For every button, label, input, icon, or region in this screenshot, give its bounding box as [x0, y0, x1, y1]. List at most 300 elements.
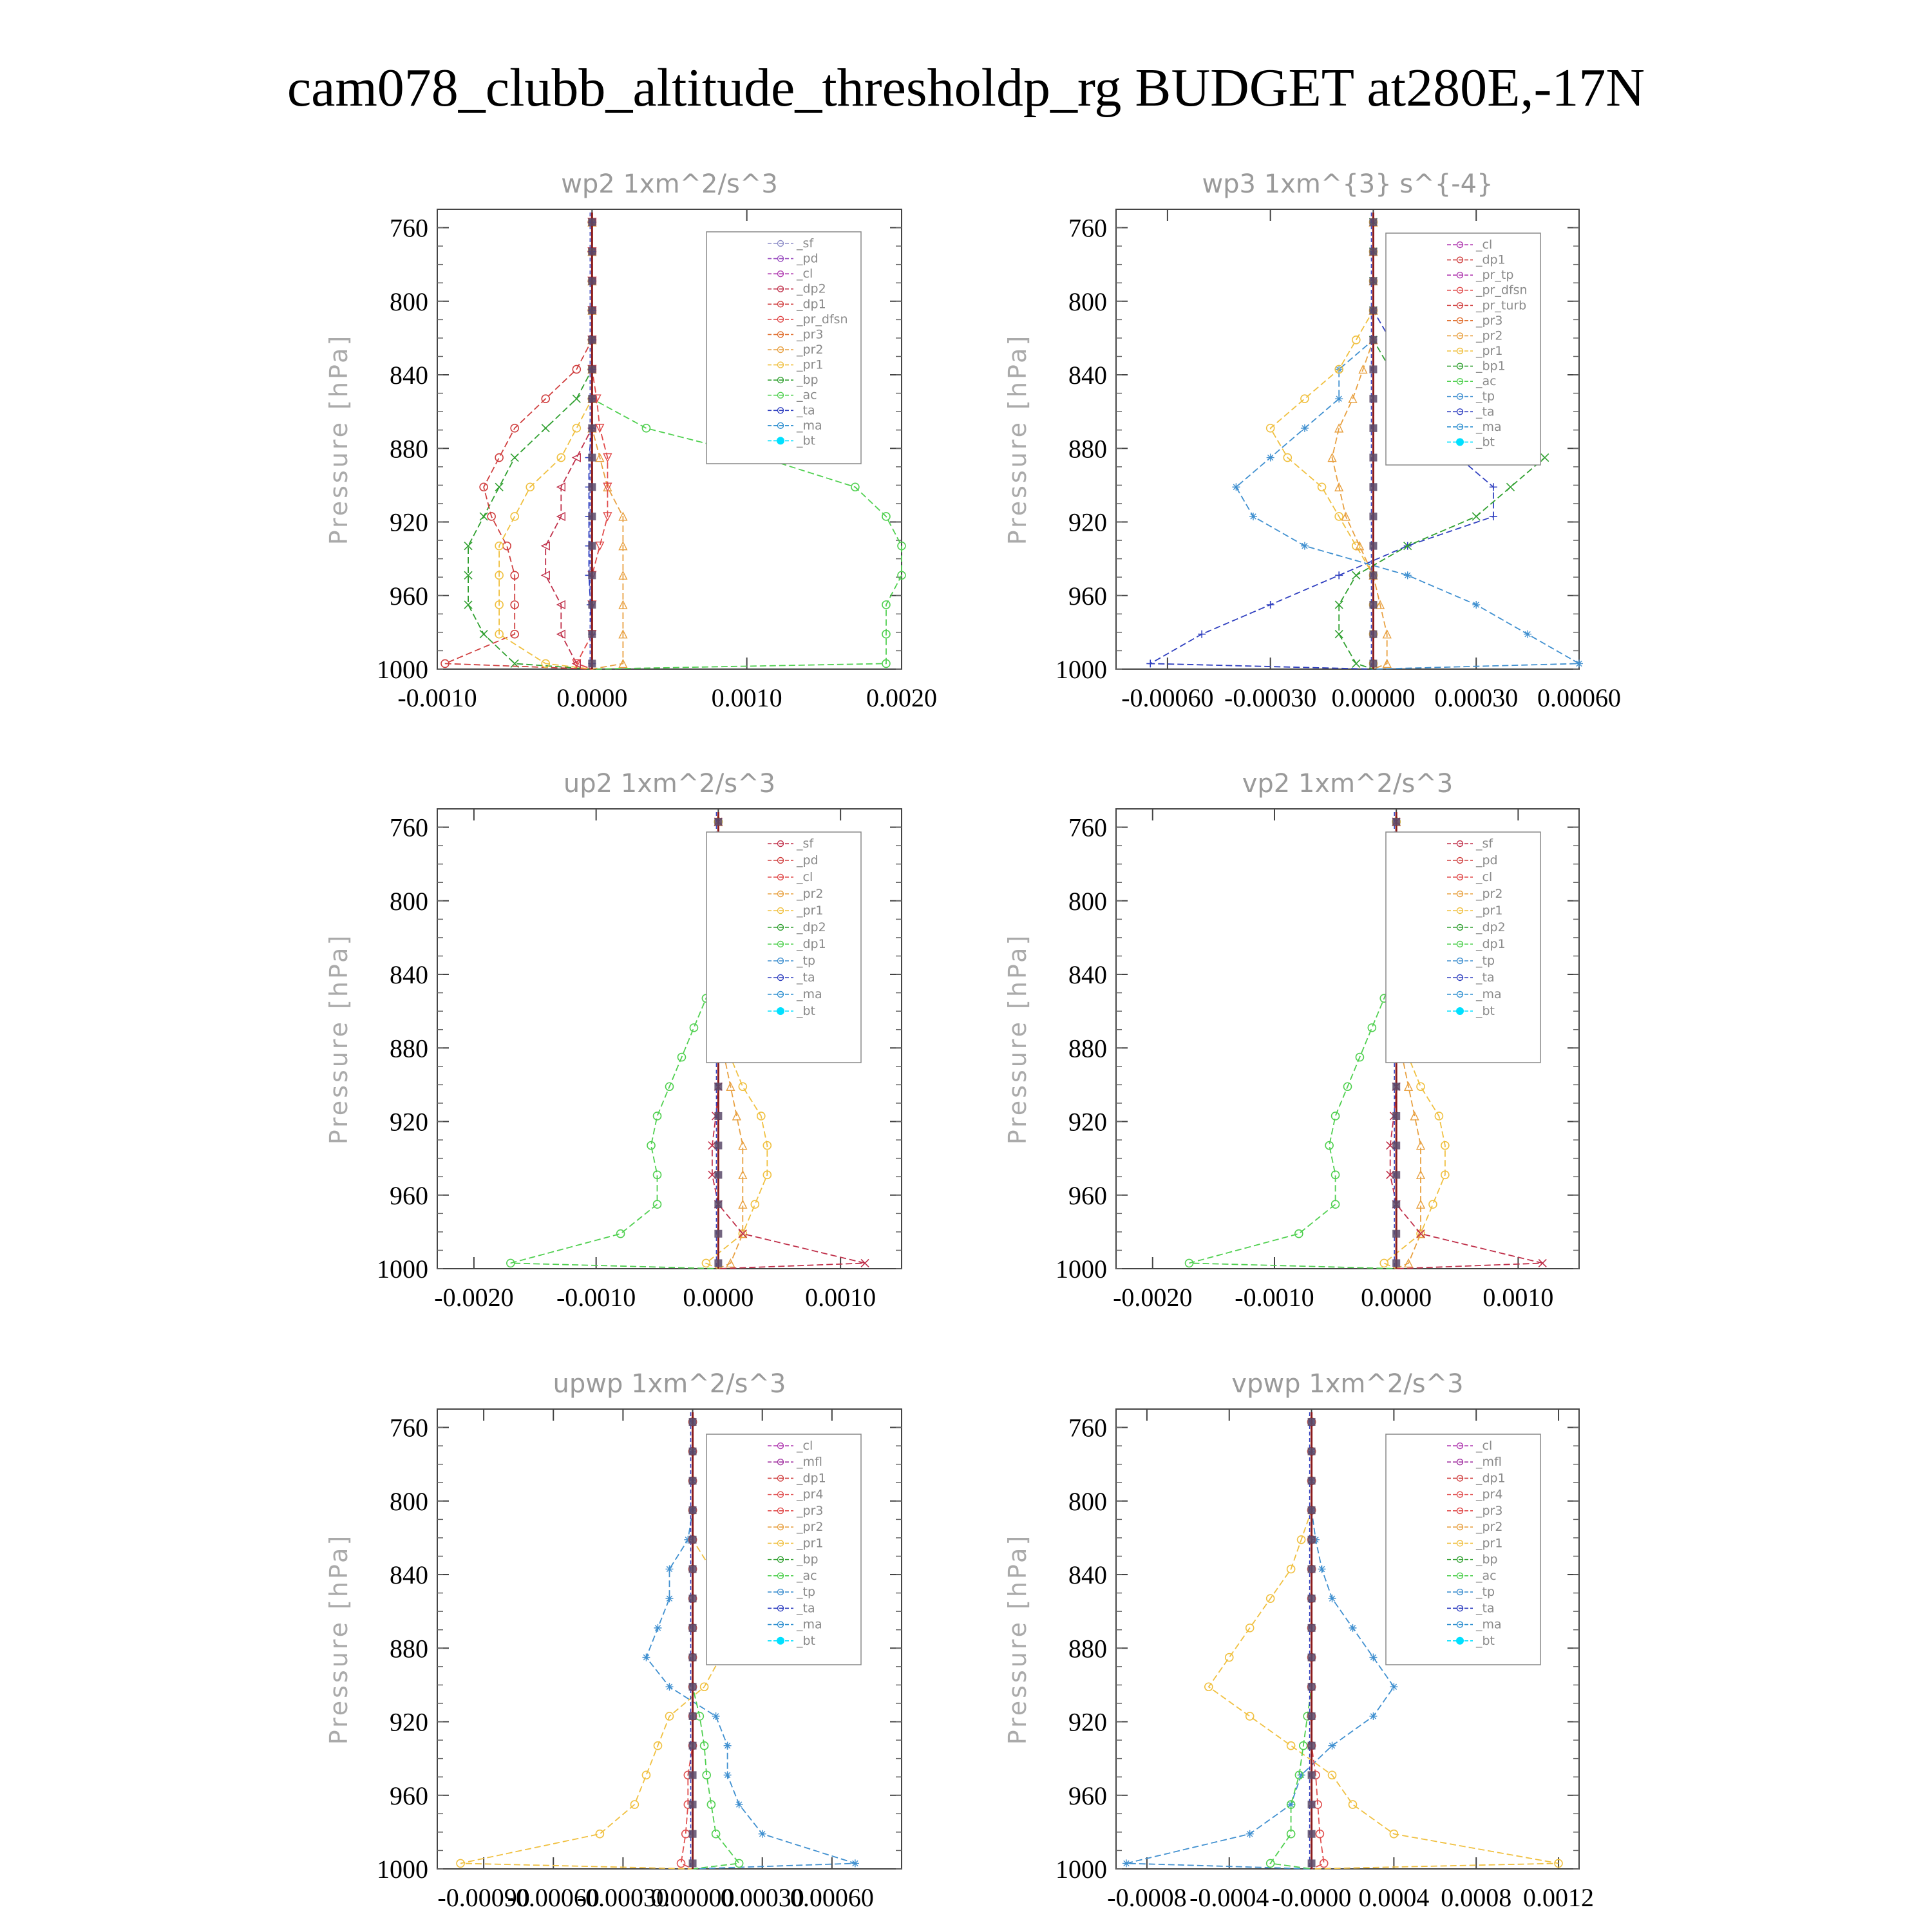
data-point: [1369, 1712, 1377, 1720]
zero-marker: [689, 1859, 697, 1867]
zero-marker: [689, 1624, 697, 1632]
zero-marker: [588, 365, 596, 373]
y-tick-label: 1000: [377, 655, 428, 684]
zero-marker: [1308, 1448, 1316, 1455]
x-tick-label: -0.0020: [1113, 1283, 1193, 1312]
series-line-pr2: [1332, 222, 1387, 669]
zero-marker: [714, 1200, 722, 1208]
y-tick-label: 960: [390, 1781, 428, 1810]
zero-marker: [588, 248, 596, 256]
data-point: [1539, 1259, 1546, 1267]
data-point: [1429, 1200, 1437, 1208]
legend: [706, 232, 861, 464]
data-point: [617, 1230, 625, 1238]
y-tick-label: 960: [1068, 581, 1107, 611]
legend-label: _pr3: [1476, 313, 1503, 328]
series-pr1: [457, 1418, 724, 1869]
zero-marker: [689, 1654, 697, 1662]
data-point: [1335, 571, 1343, 579]
series-line-pr1: [1271, 222, 1374, 669]
series-line-pr1: [460, 1422, 721, 1869]
zero-marker: [1392, 1171, 1400, 1179]
data-point: [690, 1024, 697, 1032]
y-tick-label: 800: [390, 287, 428, 316]
y-tick-label: 840: [1068, 1560, 1107, 1590]
zero-marker: [588, 483, 596, 491]
y-tick-label: 760: [390, 1413, 428, 1443]
chart-panel-4: [1003, 769, 1579, 1312]
panel-title: wp3 1xm^{3} s^{-4}: [1202, 169, 1493, 199]
y-tick-label: 920: [390, 1707, 428, 1737]
x-tick-label: 0.00030: [720, 1883, 804, 1912]
legend-label: _ma: [1476, 1617, 1502, 1632]
legend-label: _pr1: [797, 357, 824, 372]
legend-label: _cl: [1476, 870, 1493, 884]
x-tick-label: 0.00000: [1331, 683, 1416, 712]
y-tick-label: 840: [1068, 361, 1107, 390]
data-point: [1301, 424, 1309, 432]
legend-marker: [1456, 1637, 1464, 1645]
x-tick-label: -0.0010: [1235, 1283, 1314, 1312]
legend-label: _tp: [1476, 389, 1495, 404]
y-tick-label: 880: [390, 1634, 428, 1663]
y-tick-label: 1000: [377, 1855, 428, 1884]
zero-marker: [1369, 248, 1377, 256]
zero-marker: [588, 336, 596, 344]
data-point: [1506, 483, 1514, 491]
data-point: [511, 454, 518, 462]
y-tick-label: 800: [390, 1486, 428, 1516]
legend-label: _cl: [1476, 1439, 1493, 1453]
legend-label: _mfl: [797, 1455, 822, 1470]
data-point: [1335, 395, 1343, 402]
legend-label: _pr3: [797, 327, 824, 342]
zero-marker: [1369, 513, 1377, 520]
data-point: [1146, 659, 1154, 667]
legend-label: _ac: [1476, 1568, 1497, 1583]
series-pr1: [1267, 218, 1378, 669]
legend-label: _sf: [797, 837, 814, 851]
legend-label: _pr3: [797, 1503, 824, 1518]
zero-marker: [1369, 365, 1377, 373]
series-tp: [1122, 1418, 1397, 1869]
legend-label: _pr4: [1476, 1487, 1503, 1502]
zero-marker: [689, 1830, 697, 1838]
data-point: [1404, 571, 1412, 579]
y-axis-label: Pressure [hPa]: [1003, 333, 1032, 545]
legend-frame: [1386, 832, 1540, 1063]
data-point: [1349, 1624, 1356, 1632]
series-pr1: [495, 218, 596, 669]
y-tick-label: 760: [390, 213, 428, 243]
chart-panel-2: [1003, 169, 1621, 712]
data-point: [642, 1771, 650, 1779]
x-tick-label: 0.0000: [556, 683, 628, 712]
zero-marker: [588, 424, 596, 432]
data-point: [1267, 601, 1274, 609]
chart-panel-1: [325, 169, 937, 712]
legend-label: _ac: [797, 1568, 817, 1583]
legend-label: _pr1: [797, 1536, 824, 1551]
page-title: cam078_clubb_altitude_thresholdp_rg BUDGET at280E,-17N: [287, 58, 1645, 118]
zero-marker: [714, 1083, 722, 1090]
data-point: [1472, 601, 1480, 609]
zero-marker: [689, 1565, 697, 1573]
legend-label: _tp: [1476, 954, 1495, 968]
zero-marker: [714, 1259, 722, 1267]
data-point: [1246, 1830, 1254, 1838]
y-tick-label: 960: [390, 581, 428, 611]
legend-marker: [777, 437, 784, 444]
x-tick-label: -0.0010: [556, 1283, 636, 1312]
panel-title: vp2 1xm^2/s^3: [1242, 769, 1454, 799]
series-bp: [464, 218, 596, 669]
zero-marker: [1308, 1536, 1316, 1544]
zero-marker: [588, 395, 596, 402]
legend-label: _pr_turb: [1476, 298, 1527, 313]
x-tick-label: -0.00060: [507, 1883, 600, 1912]
legend-label: _ma: [797, 418, 822, 433]
legend-label: _pr2: [1476, 1520, 1503, 1535]
data-point: [1575, 659, 1583, 667]
series-near-zero-stack: [1369, 213, 1377, 669]
x-tick-label: 0.0000: [683, 1283, 754, 1312]
data-point: [1318, 1565, 1326, 1573]
panel-title: up2 1xm^2/s^3: [563, 769, 776, 799]
x-tick-label: 0.00060: [790, 1883, 874, 1912]
y-tick-label: 800: [1068, 287, 1107, 316]
zero-marker: [588, 571, 596, 579]
x-tick-label: -0.00030: [576, 1883, 670, 1912]
y-tick-label: 840: [1068, 960, 1107, 990]
zero-marker: [1308, 1506, 1316, 1514]
series-line-pr2: [592, 222, 623, 669]
data-point: [1524, 630, 1531, 638]
series-line-tp: [1126, 1422, 1394, 1869]
y-tick-label: 920: [1068, 507, 1107, 537]
legend-label: _sf: [797, 236, 814, 251]
zero-marker: [689, 1712, 697, 1720]
zero-marker: [689, 1448, 697, 1455]
zero-marker: [689, 1801, 697, 1808]
legend-label: _ma: [1476, 987, 1502, 1001]
y-tick-label: 920: [1068, 1707, 1107, 1737]
zero-marker: [588, 307, 596, 314]
data-point: [1369, 1654, 1377, 1662]
data-point: [596, 542, 603, 550]
legend-label: _bt: [797, 1004, 816, 1018]
y-tick-label: 1000: [377, 1255, 428, 1283]
legend-label: _pd: [1476, 853, 1498, 867]
data-point: [1198, 630, 1206, 638]
legend-label: _bt: [1476, 1633, 1495, 1648]
data-point: [1490, 513, 1497, 520]
zero-marker: [1369, 336, 1377, 344]
x-tick-label: 0.0010: [711, 683, 782, 712]
zero-marker: [1308, 1565, 1316, 1573]
y-tick-label: 880: [1068, 1034, 1107, 1063]
legend-label: _ta: [1476, 1601, 1495, 1616]
data-point: [642, 1654, 650, 1662]
zero-marker: [588, 630, 596, 638]
y-tick-label: 880: [390, 1034, 428, 1063]
x-tick-label: -0.0020: [434, 1283, 514, 1312]
y-tick-label: 760: [1068, 213, 1107, 243]
data-point: [1226, 1654, 1233, 1662]
data-point: [573, 395, 580, 402]
legend-label: _ta: [797, 971, 815, 985]
series-line-pr1: [499, 222, 592, 669]
zero-marker: [689, 1771, 697, 1779]
zero-marker: [714, 1171, 722, 1179]
data-point: [480, 630, 488, 638]
legend-label: _ma: [1476, 419, 1502, 434]
zero-marker: [1369, 277, 1377, 285]
legend-label: _dp1: [797, 297, 826, 312]
legend-label: _tp: [797, 1585, 816, 1600]
y-tick-label: 960: [390, 1180, 428, 1210]
legend-frame: [706, 1434, 861, 1665]
data-point: [1380, 1259, 1388, 1267]
legend-label: _pr4: [797, 1487, 824, 1502]
legend-label: _bt: [1476, 435, 1495, 450]
legend-frame: [706, 832, 861, 1063]
data-point: [1352, 659, 1360, 667]
legend-label: _dp2: [1476, 920, 1506, 934]
y-tick-label: 800: [390, 886, 428, 916]
data-point: [1332, 1200, 1340, 1208]
zero-marker: [1308, 1477, 1316, 1484]
legend-label: _tp: [1476, 1585, 1495, 1600]
series-near-zero-stack: [689, 1412, 697, 1869]
series-line-dp1: [445, 222, 592, 669]
chart-panel-6: [1003, 1369, 1594, 1912]
y-tick-label: 800: [1068, 1486, 1107, 1516]
data-point: [666, 1595, 674, 1602]
data-point: [654, 1112, 661, 1120]
data-point: [666, 1565, 674, 1573]
legend-marker: [777, 1007, 784, 1015]
legend-label: _pr_tp: [1476, 268, 1514, 283]
x-tick-label: 0.0004: [1358, 1883, 1430, 1912]
x-tick-label: 0.0010: [805, 1283, 876, 1312]
data-point: [1232, 483, 1240, 491]
zero-marker: [1392, 1259, 1400, 1267]
zero-marker: [689, 1683, 697, 1690]
legend-label: _pr1: [797, 904, 824, 918]
y-tick-label: 880: [1068, 434, 1107, 464]
y-tick-label: 920: [390, 507, 428, 537]
series-line-ac: [511, 822, 719, 1269]
legend-label: _dp1: [797, 1471, 826, 1486]
zero-marker: [1392, 1230, 1400, 1238]
legend-label: _pr1: [1476, 344, 1503, 358]
data-point: [1390, 1683, 1397, 1690]
series-line-bp: [468, 222, 592, 669]
zero-marker: [1392, 1083, 1400, 1090]
x-tick-label: 0.00030: [1434, 683, 1519, 712]
zero-marker: [1308, 1712, 1316, 1720]
data-point: [1417, 1083, 1425, 1090]
legend-label: _ta: [1476, 971, 1495, 985]
zero-marker: [1392, 1142, 1400, 1150]
x-tick-label: -0.00030: [1224, 683, 1317, 712]
zero-marker: [1392, 1200, 1400, 1208]
x-tick-label: -0.0008: [1107, 1883, 1187, 1912]
legend-label: _pr1: [1476, 1536, 1503, 1551]
legend-label: _cl: [797, 267, 813, 281]
series-near-zero-stack: [1308, 1412, 1316, 1869]
legend: [1386, 832, 1540, 1063]
x-tick-label: 0.00000: [650, 1883, 735, 1912]
legend-label: _pr2: [797, 343, 824, 357]
y-tick-label: 920: [390, 1107, 428, 1137]
legend-marker: [777, 1637, 784, 1645]
zero-marker: [1369, 601, 1377, 609]
x-tick-label: 0.0020: [866, 683, 937, 712]
zero-marker: [1308, 1595, 1316, 1602]
x-tick-label: -0.00090: [437, 1883, 530, 1912]
data-point: [503, 542, 511, 550]
legend: [706, 1434, 861, 1665]
legend-label: _dp1: [1476, 937, 1506, 951]
zero-marker: [689, 1418, 697, 1426]
data-point: [751, 1200, 759, 1208]
zero-marker: [1308, 1624, 1316, 1632]
data-point: [1301, 395, 1309, 402]
legend-label: _bp: [1476, 1552, 1498, 1567]
zero-marker: [714, 1230, 722, 1238]
chart-panel-5: [325, 1369, 902, 1912]
y-tick-label: 880: [1068, 1634, 1107, 1663]
zero-marker: [588, 277, 596, 285]
panel-title: upwp 1xm^2/s^3: [553, 1369, 786, 1399]
data-point: [480, 513, 488, 520]
data-point: [1122, 1859, 1130, 1867]
legend-label: _dp2: [797, 920, 826, 934]
zero-marker: [689, 1477, 697, 1484]
legend-frame: [1386, 1434, 1540, 1665]
panel-title: vpwp 1xm^2/s^3: [1231, 1369, 1464, 1399]
data-point: [1472, 513, 1480, 520]
legend-label: _dp1: [797, 937, 826, 951]
data-point: [1329, 1595, 1336, 1602]
y-tick-label: 880: [390, 434, 428, 464]
legend-label: _ac: [797, 388, 817, 402]
zero-marker: [1308, 1654, 1316, 1662]
legend-label: _cl: [1476, 238, 1493, 252]
x-tick-label: 0.0010: [1482, 1283, 1554, 1312]
zero-marker: [588, 601, 596, 609]
legend-label: _dp1: [1476, 1471, 1506, 1486]
y-tick-label: 960: [1068, 1781, 1107, 1810]
x-tick-label: 0.0000: [1361, 1283, 1432, 1312]
data-point: [739, 1083, 746, 1090]
series-ac: [507, 818, 723, 1269]
legend: [1386, 233, 1540, 465]
zero-marker: [1308, 1742, 1316, 1750]
legend-label: _ma: [797, 987, 822, 1001]
legend-label: _dp1: [1476, 252, 1506, 267]
y-tick-label: 840: [390, 1560, 428, 1590]
legend-frame: [706, 232, 861, 464]
data-point: [1249, 513, 1257, 520]
data-point: [712, 1712, 720, 1720]
x-tick-label: -0.0004: [1189, 1883, 1269, 1912]
legend-label: _bt: [1476, 1004, 1495, 1018]
zero-marker: [1369, 454, 1377, 462]
legend-label: _sf: [1476, 837, 1493, 851]
legend-label: _pr2: [1476, 328, 1503, 343]
y-tick-label: 760: [1068, 1413, 1107, 1443]
data-point: [1368, 1024, 1376, 1032]
legend-label: _ta: [797, 403, 815, 418]
series-ac: [1186, 818, 1401, 1269]
legend-marker: [1456, 1007, 1464, 1015]
data-point: [724, 1771, 732, 1779]
zero-marker: [1308, 1683, 1316, 1690]
data-point: [495, 483, 503, 491]
y-tick-label: 840: [390, 361, 428, 390]
legend-label: _cl: [797, 870, 813, 884]
zero-marker: [1392, 1112, 1400, 1120]
zero-marker: [588, 218, 596, 226]
zero-marker: [689, 1506, 697, 1514]
data-point: [1287, 1742, 1295, 1750]
zero-marker: [1308, 1859, 1316, 1867]
chart-panel-3: [325, 769, 902, 1312]
y-tick-label: 800: [1068, 886, 1107, 916]
data-point: [1541, 454, 1549, 462]
legend-marker: [1456, 438, 1464, 446]
y-tick-label: 840: [390, 960, 428, 990]
legend-label: _pr_dfsn: [797, 312, 848, 327]
x-tick-label: 0.0012: [1523, 1883, 1595, 1912]
legend: [1386, 1434, 1540, 1665]
zero-marker: [1369, 424, 1377, 432]
zero-marker: [689, 1595, 697, 1602]
zero-marker: [1392, 818, 1400, 826]
legend-label: _pr2: [797, 887, 824, 901]
y-axis-label: Pressure [hPa]: [1003, 933, 1032, 1145]
legend-label: _pd: [797, 853, 819, 867]
zero-marker: [1369, 630, 1377, 638]
zero-marker: [1369, 542, 1377, 550]
legend-label: _ta: [1476, 404, 1495, 419]
legend-label: _tp: [797, 954, 816, 968]
data-point: [1352, 571, 1360, 579]
y-tick-label: 1000: [1056, 1855, 1107, 1884]
y-axis-label: Pressure [hPa]: [1003, 1533, 1032, 1745]
data-point: [851, 1859, 859, 1867]
y-axis-label: Pressure [hPa]: [325, 933, 353, 1145]
data-point: [1267, 454, 1274, 462]
data-point: [1318, 483, 1326, 491]
data-point: [724, 1742, 732, 1750]
zero-marker: [714, 818, 722, 826]
legend-label: _pd: [797, 251, 819, 266]
zero-marker: [689, 1742, 697, 1750]
data-point: [1329, 1742, 1336, 1750]
legend-label: _bp: [797, 373, 819, 388]
data-point: [666, 1683, 674, 1690]
legend-label: _mfl: [1476, 1455, 1502, 1470]
zero-marker: [1308, 1771, 1316, 1779]
zero-marker: [1369, 395, 1377, 402]
legend-label: _ta: [797, 1601, 815, 1616]
data-point: [1295, 1230, 1303, 1238]
data-point: [1349, 1801, 1356, 1808]
